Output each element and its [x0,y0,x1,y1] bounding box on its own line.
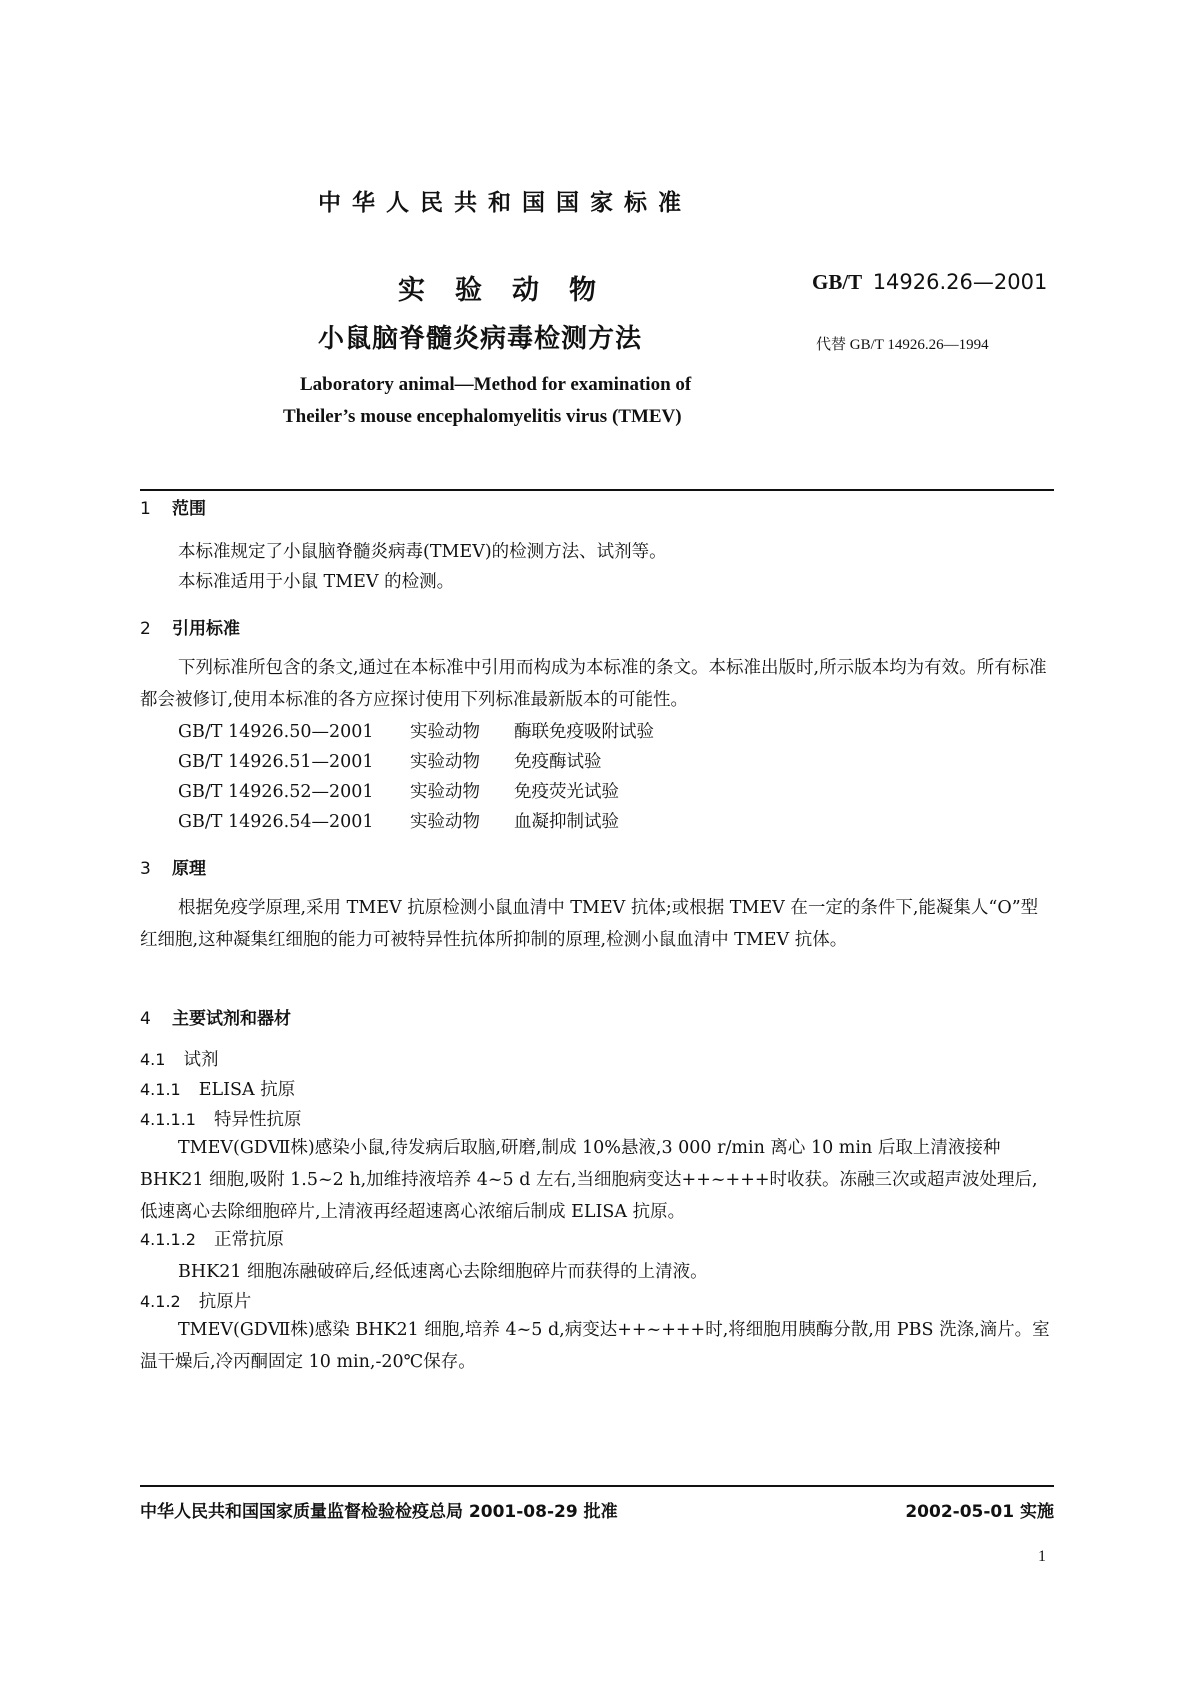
subsection-number: 4.1.1.1 [140,1110,196,1129]
section-1-heading [140,494,206,519]
subsection-number: 4.1 [140,1050,166,1069]
subsection-4-1-1-2-text: BHK21 细胞冻融破碎后,经低速离心去除细胞碎片而获得的上清液。 [178,1262,708,1282]
section-1-paragraph-2: 本标准适用于小鼠 TMEV 的检测。 [178,572,455,592]
section-2-heading [140,614,240,639]
section-3-text: 根据免疫学原理,采用 TMEV 抗原检测小鼠血清中 TMEV 抗体;或根据 TMEV 在一定的条件下,能凝集人“O”型红细胞,这种凝集红细胞的能力可被特异性抗体所抑制的原理,检测小鼠血清中 TMEV 抗体。 [140,898,1039,950]
issuer-approval: 中华人民共和国国家质量监督检验检疫总局 2001-08-29 批准 [140,1502,618,1522]
standard-prefix: GB/T [812,270,863,294]
replaces-note: 代替 GB/T 14926.26—1994 [816,337,989,353]
subsection-title: ELISA 抗原 [198,1080,296,1100]
section-3-paragraph [140,892,1054,956]
standard-code: 14926.26—2001 [872,270,1048,294]
country-standard-title: 中华人民共和国国家标准 [318,190,692,216]
section-1-paragraph-1: 本标准规定了小鼠脑脊髓炎病毒(TMEV)的检测方法、试剂等。 [178,542,667,562]
reference-code: GB/T 14926.54—2001 [178,812,374,832]
section-number: 1 [140,499,151,519]
reference-row [178,748,602,773]
section-number: 4 [140,1009,151,1029]
effective-date: 2002-05-01 实施 [905,1502,1054,1522]
subsection-number: 4.1.2 [140,1292,181,1311]
reference-name: 免疫酶试验 [514,752,602,772]
section-title: 范围 [172,499,206,519]
reference-row [178,778,619,803]
subsection-title: 试剂 [183,1050,219,1070]
standard-number [812,270,1047,295]
reference-category: 实验动物 [410,812,480,832]
subsection-4-1-1-1 [140,1106,301,1131]
reference-code: GB/T 14926.50—2001 [178,722,374,742]
subsection-4-1-1-1-text: TMEV(GDⅦ株)感染小鼠,待发病后取脑,研磨,制成 10%悬液,3 000 r/min 离心 10 min 后取上清液接种 BHK21 细胞,吸附 1.5~2 h,加维持液培养 4~5 d 左右,当细胞病变达++~+++时收获。冻融三次或超声波处理后,低速离心去除细胞碎片,上清液再经超速离心浓缩后制成 ELISA 抗原。 [140,1138,1038,1222]
reference-name: 血凝抑制试验 [514,812,619,832]
document-title-line1: 实验动物 [398,275,626,306]
subsection-4-1-1-2 [140,1226,284,1251]
subsection-title: 特异性抗原 [213,1110,302,1130]
reference-category: 实验动物 [410,752,480,772]
section-title: 原理 [172,859,206,879]
reference-code: GB/T 14926.52—2001 [178,782,374,802]
subsection-number: 4.1.1.2 [140,1230,196,1249]
subsection-4-1-2 [140,1288,251,1313]
footer-divider [140,1485,1054,1487]
section-number: 2 [140,619,151,639]
reference-name: 酶联免疫吸附试验 [514,722,654,742]
header-divider [140,489,1054,491]
reference-row [178,808,619,833]
english-title-line1: Laboratory animal—Method for examination of [300,374,692,395]
section-number: 3 [140,859,151,879]
reference-category: 实验动物 [410,722,480,742]
subsection-title: 正常抗原 [213,1230,284,1250]
section-3-heading [140,854,206,879]
section-title: 主要试剂和器材 [172,1009,291,1029]
reference-code: GB/T 14926.51—2001 [178,752,374,772]
english-title-line2: Theiler’s mouse encephalomyelitis virus (TMEV) [283,406,682,427]
subsection-4-1-2-text: TMEV(GDⅦ株)感染 BHK21 细胞,培养 4~5 d,病变达++~+++时,将细胞用胰酶分散,用 PBS 洗涤,滴片。室温干燥后,冷丙酮固定 10 min,-20℃保存。 [140,1320,1050,1372]
reference-category: 实验动物 [410,782,480,802]
subsection-number: 4.1.1 [140,1080,181,1099]
reference-name: 免疫荧光试验 [514,782,619,802]
section-4-heading [140,1004,291,1029]
page-number: 1 [1038,1548,1046,1565]
subsection-title: 抗原片 [198,1292,252,1312]
subsection-4-1-1-1-paragraph [140,1132,1054,1228]
subsection-4-1 [140,1046,218,1071]
section-2-intro [140,652,1054,716]
section-2-intro-text: 下列标准所包含的条文,通过在本标准中引用而构成为本标准的条文。本标准出版时,所示版本均为有效。所有标准都会被修订,使用本标准的各方应探讨使用下列标准最新版本的可能性。 [140,658,1047,710]
subsection-4-1-1 [140,1076,295,1101]
subsection-4-1-2-paragraph [140,1314,1054,1378]
section-title: 引用标准 [172,619,240,639]
reference-row [178,718,654,743]
document-title-line2: 小鼠脑脊髓炎病毒检测方法 [318,324,643,354]
